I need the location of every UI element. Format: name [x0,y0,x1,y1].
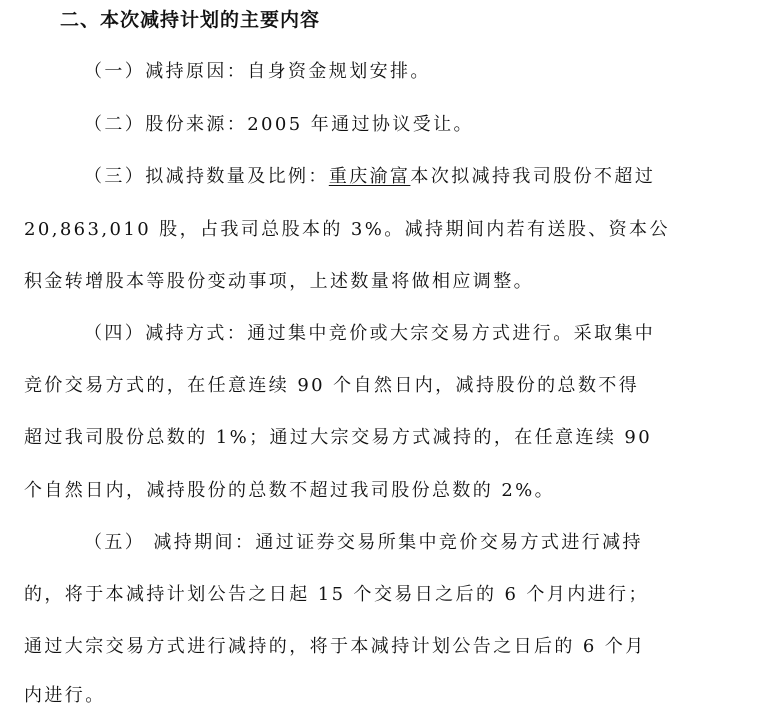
quantity-line-1-rest: 本次拟减持我司股份不超过 [410,166,656,187]
company-name-underlined: 重庆渝富 [328,166,411,187]
method-paragraph-line-2: 竞价交易方式的，在任意连续 90 个自然日内，减持股份的总数不得 [24,375,640,396]
method-paragraph-line-3: 超过我司股份总数的 1%；通过大宗交易方式减持的，在任意连续 90 [24,427,653,448]
method-paragraph-line-1: （四）减持方式：通过集中竞价或大宗交易方式进行。采取集中 [84,323,656,344]
source-paragraph: （二）股份来源：2005 年通过协议受让。 [84,114,474,135]
quantity-paragraph-line-3: 积金转增股本等股份变动事项，上述数量将做相应调整。 [24,271,534,292]
period-paragraph-line-3: 通过大宗交易方式进行减持的，将于本减持计划公告之日后的 6 个月 [24,636,646,657]
period-paragraph-line-4: 内进行。 [24,685,106,706]
quantity-paragraph-line-2: 20,863,010 股，占我司总股本的 3%。减持期间内若有送股、资本公 [24,219,670,240]
period-paragraph-line-2: 的，将于本减持计划公告之日起 15 个交易日之后的 6 个月内进行； [24,584,649,605]
reason-paragraph: （一）减持原因：自身资金规划安排。 [84,61,431,82]
section-heading: 二、本次减持计划的主要内容 [60,9,321,31]
method-paragraph-line-4: 个自然日内，减持股份的总数不超过我司股份总数的 2%。 [24,480,556,501]
quantity-paragraph-line-1 [84,163,655,191]
quantity-prefix: （三）拟减持数量及比例： [84,166,329,187]
period-paragraph-line-1: （五） 减持期间：通过证券交易所集中竞价交易方式进行减持 [84,532,643,553]
